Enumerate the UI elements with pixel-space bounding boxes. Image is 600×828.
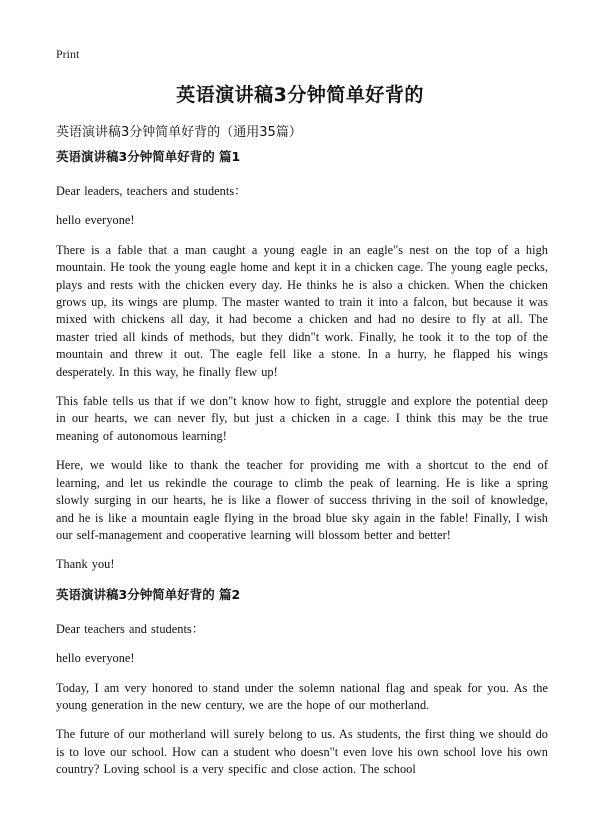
paragraph: Here, we would like to thank the teacher for providing me with a shortcut to the end of learning, and let us rekindle the courage to climb the peak of learning. He is like a spring slowly surging in our hearts, he is like a flower of success thriving in the soil of knowledge, and he is like a mountain eagle flying in the broad blue sky again in the fable! Finally, I wish our self-management and cooperative learning will blossom better and better! xyxy=(56,458,548,542)
paragraph: Today, I am very honored to stand under the solemn national flag and speak for you. As the young generation in the new century, we are the hope of our motherland. xyxy=(56,680,548,712)
greeting: hello everyone! xyxy=(56,651,135,666)
section-heading: 英语演讲稿3分钟简单好背的 篇2 xyxy=(56,586,241,602)
paragraph: The future of our motherland will surely belong to us. As students, the first thing we should do is to love our school. How can a student who doesn"t even love his own school love his own country? Loving school is a very specific and close action. The school xyxy=(56,727,548,777)
closing: Thank you! xyxy=(56,557,115,572)
section-2 xyxy=(56,586,548,779)
salutation: Dear leaders, teachers and students： xyxy=(56,184,247,198)
section-heading: 英语演讲稿3分钟简单好背的 篇1 xyxy=(56,149,241,164)
section-1 xyxy=(56,148,548,574)
paragraph: This fable tells us that if we don"t know how to fight, struggle and explore the potential deep in our hearts, we can never fly, but just a chicken in a cage. I think this may be the true meaning of autonomous learning! xyxy=(56,394,548,443)
greeting: hello everyone! xyxy=(56,213,135,228)
document-subtitle: 英语演讲稿3分钟简单好背的（通用35篇） xyxy=(56,125,302,140)
document-body xyxy=(56,148,548,791)
salutation: Dear teachers and students： xyxy=(56,621,205,636)
paragraph: There is a fable that a man caught a young eagle in an eagle"s nest on the top of a high mountain. He took the young eagle home and kept it in a chicken cage. The young eagle pecks, plays and rests with the chicken every day. He thinks he is also a chicken. When the chicken grows up, its wings are plump. The master wanted to train it into a falcon, but because it was mixed with chickens all day, it had become a chicken and had no desire to fly at all. The master tried all kinds of methods, but they didn"t work. Finally, he took it to the top of the mountain and threw it out. The eagle fell like a stone. In a hurry, he flapped his wings desperately. In this way, he finally flew up! xyxy=(56,242,548,379)
document-title: 英语演讲稿3分钟简单好背的 xyxy=(176,84,424,106)
print-label: Print xyxy=(56,47,80,61)
